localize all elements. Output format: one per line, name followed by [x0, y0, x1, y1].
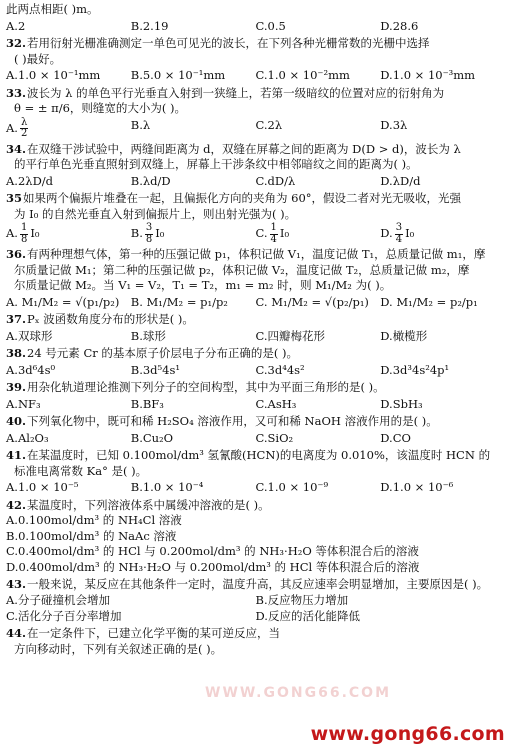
options: [6, 118, 505, 140]
question-text: 一般来说，某反应在其他条件一定时，温度升高，其反应速率会明显增加，主要原因是( )。: [27, 576, 489, 591]
question-text: 某温度时，下列溶液体系中属缓冲溶液的是( )。: [27, 497, 270, 512]
question-number: 38.: [6, 346, 27, 361]
option-d: D.反应的活化能降低: [255, 608, 360, 623]
option-d: D.1.0 × 10⁻⁶: [380, 480, 454, 495]
question-number: 39.: [6, 380, 27, 395]
option-d: D.3λ: [380, 117, 408, 132]
option-b: B.1.0 × 10⁻⁴: [130, 480, 204, 495]
question-text: 在某温度时，已知 0.100mol/dm³ 氢氰酸(HCN)的电离度为 0.010%，该温度时 HCN 的: [27, 448, 491, 463]
question-text-cont: θ = ± π/6，则缝宽的大小为( )。: [14, 101, 187, 116]
q31-stem-end: 此两点相距( )m。: [6, 2, 99, 16]
question-text-cont: 标准电离常数 Ka° 是( )。: [14, 463, 148, 478]
option-d: D.SbH₃: [380, 396, 423, 411]
question-number: 32.: [6, 36, 27, 51]
option-a: A. M₁/M₂ = √(p₁/p₂): [6, 294, 120, 309]
question-42: [6, 498, 505, 576]
option-a: A.1.0 × 10⁻¹mm: [6, 68, 101, 83]
question-33: [6, 86, 505, 140]
q31-options: [6, 19, 505, 35]
option-b: B.λ: [130, 117, 151, 132]
option-a: A.1.0 × 10⁻⁵: [6, 480, 79, 495]
option-c: C.活化分子百分率增加: [6, 608, 122, 623]
option-a: A.双球形: [6, 328, 53, 343]
question-number: 43.: [6, 576, 27, 591]
question-text-cont: ( )最好。: [14, 51, 62, 66]
question-number: 42.: [6, 497, 27, 512]
option-c: C.0.5: [255, 18, 286, 33]
question-text: 下列氧化物中，既可和稀 H₂SO₄ 溶液作用，又可和稀 NaOH 溶液作用的是( )。: [27, 414, 438, 429]
options: [6, 593, 505, 624]
option-c: C.2λ: [255, 117, 283, 132]
question-number: 35: [6, 191, 23, 206]
option-b: B.Cu₂O: [130, 430, 174, 445]
question-number: 40.: [6, 414, 27, 429]
q31-tail: [6, 2, 505, 34]
question-text: 在一定条件下，已建立化学平衡的某可逆反应，当: [27, 626, 281, 641]
question-44: [6, 626, 505, 657]
option-b: B.BF₃: [130, 396, 164, 411]
option-a: A.2: [6, 18, 26, 33]
question-text: 若用衍射光栅准确测定一单色可见光的波长，在下列各种光栅常数的光栅中选择: [27, 36, 430, 51]
question-text-cont: 方向移动时，下列有关叙述正确的是( )。: [14, 641, 223, 656]
question-text: 24 号元素 Cr 的基本原子价层电子分布正确的是( )。: [27, 346, 299, 361]
option-b: B. M₁/M₂ = p₁/p₂: [130, 294, 228, 309]
options: [6, 480, 505, 496]
option-b: B.2.19: [130, 18, 169, 33]
question-text-cont: 为 I₀ 的自然光垂直入射到偏振片上，则出射光强为( )。: [14, 206, 297, 221]
option-b: B.0.100mol/dm³ 的 NaAc 溶液: [6, 528, 177, 543]
options: [6, 513, 505, 575]
question-text: 波长为 λ 的单色平行光垂直入射到一狭缝上，若第一级暗纹的位置对应的衍射角为: [27, 85, 445, 100]
options: [6, 174, 505, 190]
question-text: 在双缝干涉试验中，两缝间距离为 d，双缝在屏幕之间的距离为 D(D > d)，波长为 λ: [27, 141, 461, 156]
question-text-cont: 尔质量记做 M₂。当 V₁ = V₂，T₁ = T₂，m₁ = m₂ 时，则 M₁/M₂ 为( )。: [14, 278, 392, 293]
question-text: Pₓ 波函数角度分布的形状是( )。: [27, 312, 194, 327]
exam-page: [6, 2, 505, 756]
option-b: B.5.0 × 10⁻¹mm: [130, 68, 226, 83]
option-b: B. $\frac{3}{8}$ I₀: [130, 222, 165, 245]
question-number: 41.: [6, 448, 27, 463]
question-39: [6, 380, 505, 412]
question-number: 37.: [6, 312, 27, 327]
question-text: 用杂化轨道理论推测下列分子的空间构型，其中为平面三角形的是( )。: [27, 380, 385, 395]
option-b: B.λd/D: [130, 173, 171, 188]
option-a: A.0.100mol/dm³ 的 NH₄Cl 溶液: [6, 513, 182, 528]
option-d: D.0.400mol/dm³ 的 NH₃·H₂O 与 0.200mol/dm³ 的 HCl 等体积混合后的溶液: [6, 559, 420, 574]
option-a: A.2λD/d: [6, 173, 54, 188]
options: [6, 223, 505, 245]
question-text: 如果两个偏振片堆叠在一起，且偏振化方向的夹角为 60°，假设二者对光无吸收，光强: [23, 191, 462, 206]
question-text-cont: 的平行单色光垂直照射到双缝上，屏幕上干涉条纹中相邻暗纹之间的距离为( )。: [14, 157, 418, 172]
option-c: C.dD/λ: [255, 173, 296, 188]
option-d: D.3d³4s²4p¹: [380, 362, 450, 377]
question-text-cont: 尔质量记做 M₁；第二种的压强记做 p₂，体积记做 V₂，温度记做 T₂，总质量记做 m₂，摩: [14, 262, 470, 277]
options: [6, 68, 505, 84]
question-34: [6, 142, 505, 190]
faint-watermark: WWW.GONG66.COM: [205, 685, 392, 701]
option-a: A.NF₃: [6, 396, 41, 411]
question-36: [6, 247, 505, 310]
option-d: D.1.0 × 10⁻³mm: [380, 68, 476, 83]
option-c: C.四瓣梅花形: [255, 328, 326, 343]
option-d: D. M₁/M₂ = p₂/p₁: [380, 294, 478, 309]
option-b: B.3d⁵4s¹: [130, 362, 180, 377]
site-watermark: www.gong66.com: [310, 723, 505, 746]
options: [6, 295, 505, 311]
question-37: [6, 312, 505, 344]
question-35: [6, 191, 505, 245]
question-38: [6, 346, 505, 378]
question-number: 44.: [6, 626, 27, 641]
question-40: [6, 414, 505, 446]
option-c: C.AsH₃: [255, 396, 297, 411]
question-41: [6, 448, 505, 496]
question-32: [6, 36, 505, 84]
options: [6, 397, 505, 413]
option-d: D.橄榄形: [380, 328, 428, 343]
option-c: C. $\frac{1}{4}$ I₀: [255, 222, 290, 245]
option-a: A. $\frac{1}{8}$ I₀: [6, 222, 40, 245]
option-c: C.1.0 × 10⁻⁹: [255, 480, 329, 495]
option-a: A.Al₂O₃: [6, 430, 49, 445]
option-c: C. M₁/M₂ = √(p₂/p₁): [255, 294, 369, 309]
question-number: 33.: [6, 85, 27, 100]
option-c: C.0.400mol/dm³ 的 HCl 与 0.200mol/dm³ 的 NH₃·H₂O 等体积混合后的溶液: [6, 544, 419, 559]
option-c: C.SiO₂: [255, 430, 294, 445]
option-d: D.CO: [380, 430, 411, 445]
options: [6, 431, 505, 447]
question-text: 有两种理想气体，第一种的压强记做 p₁，体积记做 V₁，温度记做 T₁，总质量记做 m₁，摩: [27, 247, 486, 262]
option-a: A. $\frac{\lambda}{2}$: [6, 116, 28, 140]
option-a: A.分子碰撞机会增加: [6, 593, 110, 608]
option-c: C.1.0 × 10⁻²mm: [255, 68, 350, 83]
option-c: C.3d⁴4s²: [255, 362, 305, 377]
question-number: 34.: [6, 141, 27, 156]
option-d: D.28.6: [380, 18, 419, 33]
option-d: D.λD/d: [380, 173, 421, 188]
option-b: B.反应物压力增加: [255, 593, 349, 608]
question-number: 36.: [6, 247, 27, 262]
options: [6, 329, 505, 345]
option-a: A.3d⁶4s⁰: [6, 362, 56, 377]
option-b: B.球形: [130, 328, 166, 343]
options: [6, 363, 505, 379]
option-d: D. $\frac{3}{4}$ I₀: [380, 222, 415, 245]
question-43: [6, 577, 505, 625]
